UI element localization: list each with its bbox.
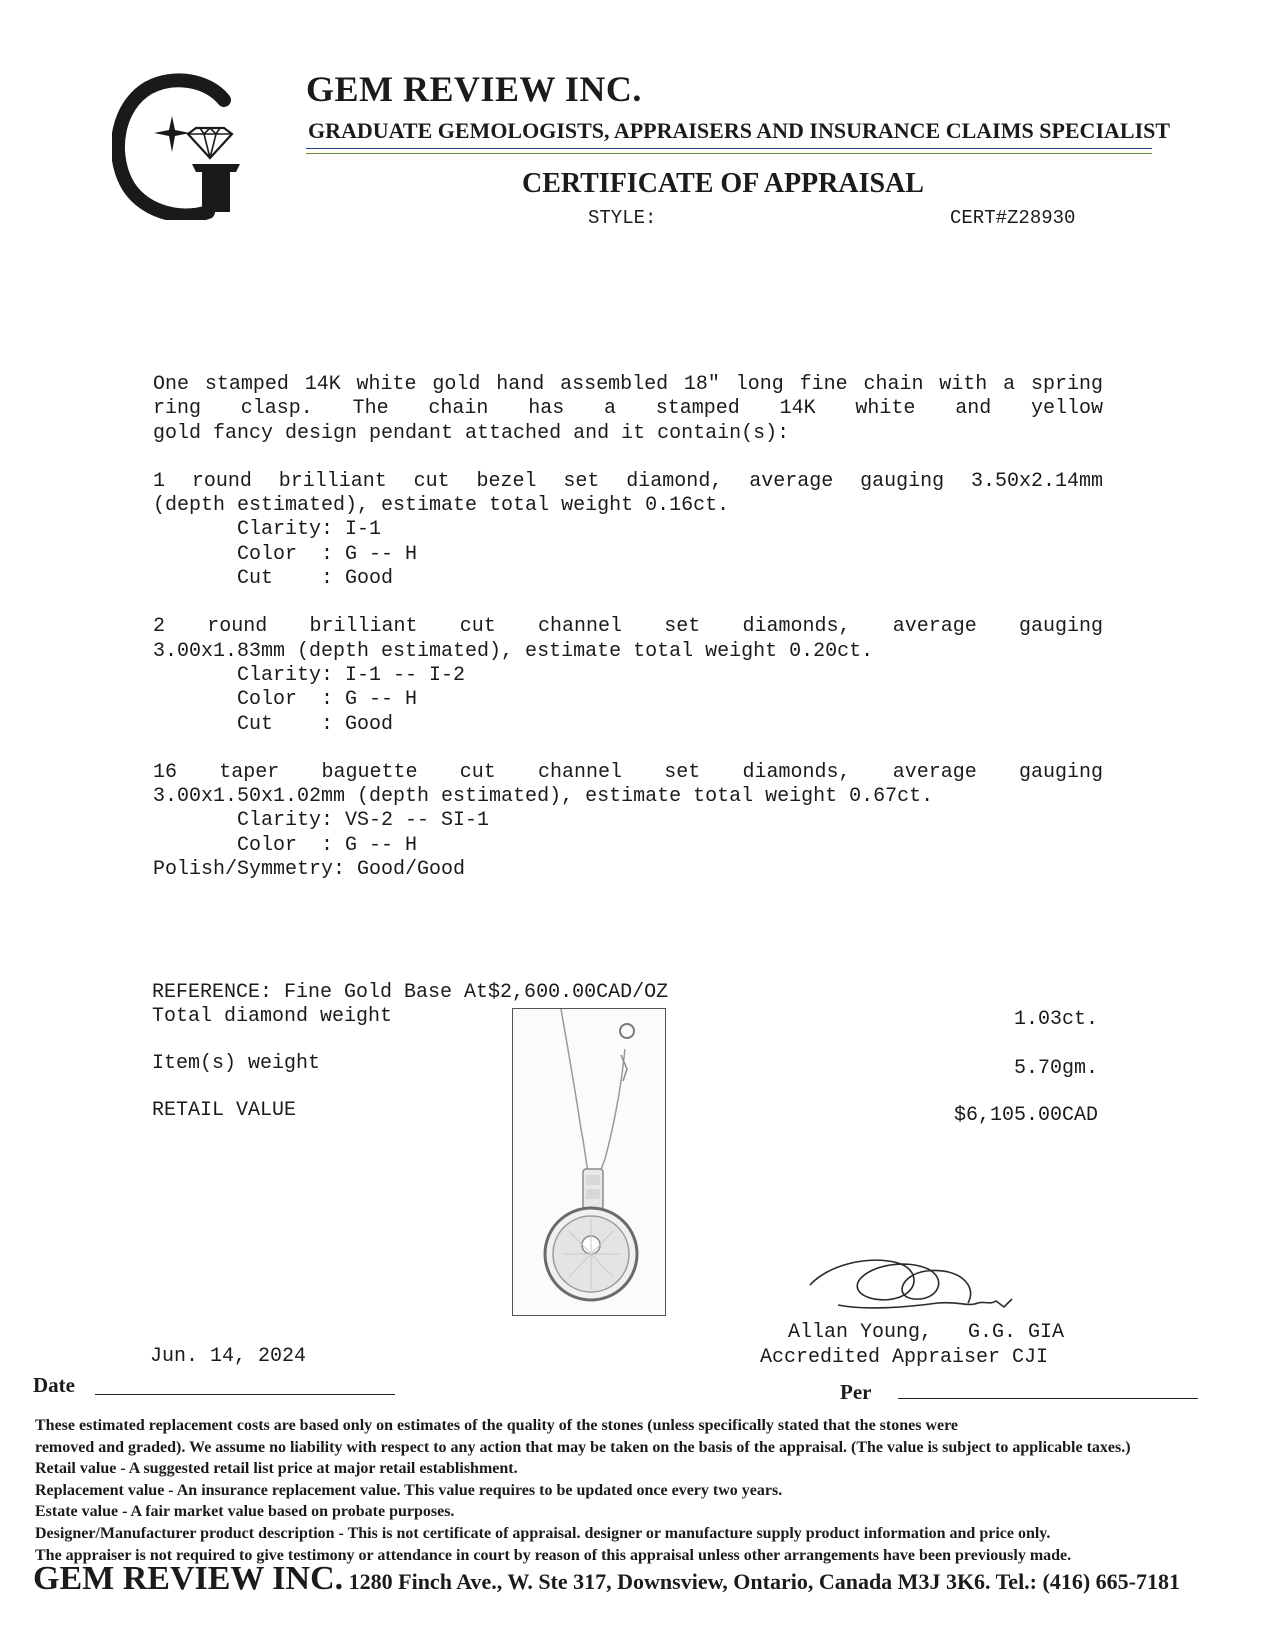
stone-summary: 2 round brilliant cut channel set diamonds, average gauging [153,615,1103,639]
pendant-photo [512,1008,666,1316]
footer-company-name: GEM REVIEW INC. [33,1560,344,1597]
date-label: Date [33,1373,75,1397]
disclaimer-line: removed and graded). We assume no liability with respect to any action that may be taken on the basis of the appraisal. (The value is subject to applicable taxes.) [35,1438,1131,1456]
header-rule-secondary [306,153,1152,154]
stone-color: Color : G -- H [153,542,418,566]
stone-cut: Cut : Good [153,567,394,591]
appraiser-credential: Accredited Appraiser CJI [760,1346,1049,1369]
disclaimer-line: These estimated replacement costs are based only on estimates of the quality of the stones (unless specifically stated that the stones were [35,1417,959,1434]
appraiser-name: Allan Young, G.G. GIA [788,1321,1065,1344]
style-label: STYLE: [588,207,657,229]
stone-summary: 16 taper baguette cut channel set diamonds, average gauging [153,760,1103,784]
intro-paragraph [153,373,1103,446]
per-label: Per [840,1380,872,1404]
total-diamond-weight-label: Total diamond weight [152,1005,393,1028]
company-logo [112,72,252,220]
appraiser-signature [808,1245,1048,1320]
company-tagline: GRADUATE GEMOLOGISTS, APPRAISERS AND INSURANCE CLAIMS SPECIALIST [308,118,1171,143]
disclaimer-line: Designer/Manufacturer product description - This is not certificate of appraisal. designer or manufacture supply product information and price only. [35,1524,1051,1542]
footer [33,1560,1180,1598]
stone-summary-last: 3.00x1.50x1.02mm (depth estimated), estimate total weight 0.67ct. [153,785,934,809]
stone-cut: Cut : Good [153,712,394,736]
disclaimer-line: Retail value - A suggested retail list price at major retail establishment. [35,1460,518,1478]
total-diamond-weight-value: 1.03ct. [1013,1008,1098,1031]
appraisal-date: Jun. 14, 2024 [150,1345,307,1368]
retail-value-label: RETAIL VALUE [152,1099,297,1122]
per-signature-line [898,1398,1198,1399]
stone-clarity: Clarity: VS-2 -- SI-1 [153,809,490,833]
stone-summary-last: (depth estimated), estimate total weight 0.16ct. [153,494,730,518]
stone-group-2 [153,615,1103,736]
stone-clarity: Clarity: I-1 -- I-2 [153,663,466,687]
disclaimer-line: Estate value - A fair market value based on probate purposes. [35,1503,455,1521]
stone-clarity: Clarity: I-1 [153,518,382,542]
stone-summary-last: 3.00x1.83mm (depth estimated), estimate total weight 0.20ct. [153,639,874,663]
disclaimer [35,1415,1245,1566]
retail-value-amount: $6,105.00CAD [953,1104,1098,1127]
disclaimer-line: The appraiser is not required to give testimony or attendance in court by reason of this appraisal unless other arrangements have been previously made. [35,1546,1072,1564]
stone-summary: 1 round brilliant cut bezel set diamond, average gauging 3.50x2.14mm [153,469,1103,493]
item-weight-label: Item(s) weight [152,1052,321,1075]
footer-address: 1280 Finch Ave., W. Ste 317, Downsview, Ontario, Canada M3J 3K6. Tel.: (416) 665-7181 [343,1569,1180,1594]
polish-symmetry: Polish/Symmetry: Good/Good [153,858,466,882]
company-name: GEM REVIEW INC. [306,69,642,109]
stone-color: Color : G -- H [153,688,418,712]
stone-color: Color : G -- H [153,833,418,857]
stone-group-3 [153,761,1103,882]
stone-group-1 [153,470,1103,591]
document-title: CERTIFICATE OF APPRAISAL [522,168,924,199]
item-description [153,373,1103,882]
disclaimer-line: Replacement value - An insurance replacement value. This value requires to be updated once every two years. [35,1481,783,1499]
header-rule [306,148,1152,149]
item-weight-value: 5.70gm. [1013,1057,1098,1080]
date-signature-line [95,1394,395,1395]
intro-text: One stamped 14K white gold hand assembled 18" long fine chain with a spring ring clasp. The chain has a stamped 14K white and yellow [153,373,1103,421]
cert-number: CERT#Z28930 [950,207,1076,229]
intro-text-last: gold fancy design pendant attached and it contain(s): [153,421,790,445]
gold-reference: REFERENCE: Fine Gold Base At$2,600.00CAD/OZ [152,981,669,1004]
